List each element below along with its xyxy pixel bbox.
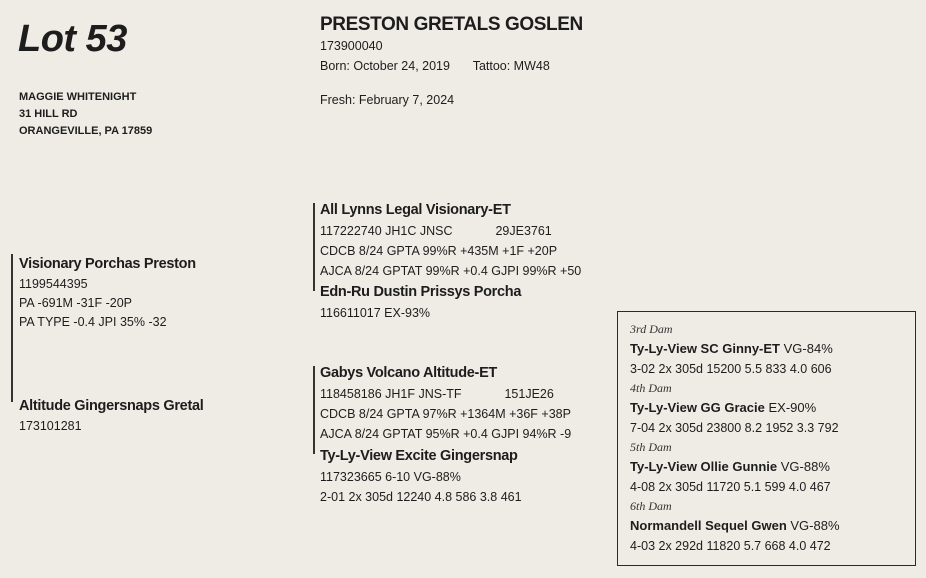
pedigree-bracket-left	[11, 254, 13, 402]
ancestor-name-text: Ty-Ly-View Ollie Gunnie	[630, 459, 778, 474]
ancestor-record: 3-02 2x 305d 15200 5.5 833 4.0 606	[630, 362, 832, 376]
dam-generation-label: 4th Dam	[630, 381, 672, 395]
dams-dam-reg: 117323665 6-10 VG-88%	[320, 470, 461, 484]
ancestor-score: VG-84%	[783, 341, 833, 356]
dams-dam-block	[320, 446, 522, 507]
ancestor-name-text: Ty-Ly-View SC Ginny-ET	[630, 341, 781, 356]
sires-sire-cdcb: CDCB 8/24 GPTA 99%R +435M +1F +20P	[320, 244, 558, 258]
ancestor-score: VG-88%	[790, 518, 840, 533]
owner-info	[19, 89, 152, 140]
sires-dam-reg: 116611017 EX-93%	[320, 306, 431, 320]
animal-info	[320, 14, 583, 110]
dams-sire-reg: 118458186 JH1F JNS-TF	[320, 387, 462, 401]
dams-sire-block	[320, 363, 571, 444]
pedigree-bracket-dam	[313, 366, 315, 454]
sire-reg: 1199544395	[19, 277, 88, 291]
ancestor-record: 7-04 2x 305d 23800 8.2 1952 3.3 792	[630, 421, 839, 435]
sires-sire-reg-line	[320, 221, 581, 241]
dams-sire-code: 151JE26	[504, 387, 554, 401]
animal-reg: 173900040	[320, 39, 383, 53]
sires-sire-block	[320, 200, 581, 281]
owner-name: MAGGIE WHITENIGHT	[19, 91, 137, 103]
animal-born: Born: October 24, 2019	[320, 59, 450, 73]
sire-pa: PA -691M -31F -20P	[19, 296, 133, 310]
dams-sire-ajca: AJCA 8/24 GPTAT 95%R +0.4 GJPI 94%R -9	[320, 427, 572, 441]
sires-sire-ajca: AJCA 8/24 GPTAT 99%R +0.4 GJPI 99%R +50	[320, 264, 582, 278]
extended-dams-box	[617, 311, 916, 566]
sires-sire-reg: 117222740 JH1C JNSC	[320, 224, 453, 238]
dams-dam-record: 2-01 2x 305d 12240 4.8 586 3.8 461	[320, 490, 522, 504]
ancestor-dam-name	[630, 516, 840, 536]
animal-birth-tattoo	[320, 56, 583, 76]
ancestor-dam-name	[630, 457, 840, 477]
dams-sire-reg-line	[320, 384, 571, 404]
dams-dam-name: Ty-Ly-View Excite Gingersnap	[320, 448, 518, 464]
dam-generation-label: 5th Dam	[630, 440, 672, 454]
ancestor-score: VG-88%	[780, 459, 830, 474]
pedigree-bracket-sire	[313, 203, 315, 291]
dam-reg: 173101281	[19, 419, 82, 433]
sire-name: Visionary Porchas Preston	[19, 256, 196, 272]
ancestor-dam-name	[630, 398, 840, 418]
animal-tattoo: Tattoo: MW48	[472, 59, 550, 73]
sire-type: PA TYPE -0.4 JPI 35% -32	[19, 315, 167, 329]
dams-sire-name: Gabys Volcano Altitude-ET	[320, 365, 497, 381]
ancestor-name-text: Normandell Sequel Gwen	[630, 518, 787, 533]
ancestor-score: EX-90%	[768, 400, 817, 415]
ancestor-record: 4-08 2x 305d 11720 5.1 599 4.0 467	[630, 480, 831, 494]
ancestor-record: 4-03 2x 292d 11820 5.7 668 4.0 472	[630, 539, 831, 553]
dams-sire-cdcb: CDCB 8/24 GPTA 97%R +1364M +36F +38P	[320, 407, 571, 421]
sire-block	[19, 254, 196, 332]
dam-block	[19, 396, 203, 436]
lot-number: Lot 53	[18, 18, 127, 60]
sires-sire-name: All Lynns Legal Visionary-ET	[320, 202, 511, 218]
ancestor-name-text: Ty-Ly-View GG Gracie	[630, 400, 765, 415]
sires-dam-block	[320, 282, 521, 323]
dam-name: Altitude Gingersnaps Gretal	[19, 398, 204, 414]
ancestor-dam-name	[630, 339, 840, 359]
sires-dam-name: Edn-Ru Dustin Prissys Porcha	[320, 284, 522, 300]
dam-generation-label: 6th Dam	[630, 499, 672, 513]
dam-generation-label: 3rd Dam	[630, 322, 673, 336]
sires-sire-code: 29JE3761	[495, 224, 552, 238]
animal-fresh: Fresh: February 7, 2024	[320, 93, 455, 107]
animal-name: PRESTON GRETALS GOSLEN	[320, 14, 583, 35]
owner-city: ORANGEVILLE, PA 17859	[19, 125, 153, 137]
owner-address: 31 HILL RD	[19, 108, 78, 120]
